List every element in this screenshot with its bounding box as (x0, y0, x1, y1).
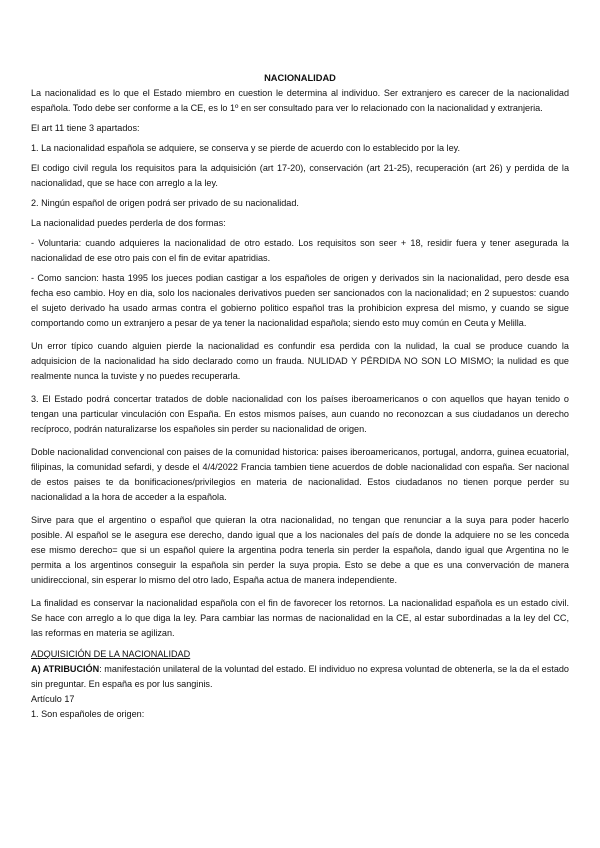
paragraph-sancion: - Como sancion: hasta 1995 los jueces podian castigar a los españoles de origen y derivados sin la nacionalidad, pero desde esa fecha eso cambio. Hoy en dia, solo los nacionales derivativos pueden ser sancionados con la nacionalidad; en 2 supuestos: cuando el sujeto derivado ha usado armas contra el gobierno politico español tras la prohibicion expresa del mismo, y cuando se sigue comportando como un extranjero a pesar de ya tener la nacionalidad española; siendo esto muy común en Ceuta y Melilla. (31, 273, 569, 328)
paragraph-argentino: Sirve para que el argentino o español que quieran la otra nacionalidad, no tengan que renunciar a la suya para poder hacerlo posible. Al español se le asegura ese derecho, dando igual que a los nacionales del país de donde la adquiere no se les conceda ese mismo derecho= que si un español quiere la argentina podra tenerla sin perder la española, dando igual que Argentina no le permita a los argentinos conseguir la española sin perder la suya propia. Esto se debe a que es una convervación de manera unidireccional, sin esperar lo mismo del otro lado, España actua de manera independiente. (31, 515, 569, 585)
page-title: NACIONALIDAD (264, 73, 336, 83)
paragraph-point-3: 3. El Estado podrá concertar tratados de doble nacionalidad con los países iberoamericanos o con aquellos que hayan tenido o tengan una particular vinculación con España. En estos mismos países, aun cuando no reconozcan a sus ciudadanos un derecho recíproco, podrán naturalizarse los españoles sin perder su nacionalidad de origen. (31, 394, 569, 434)
paragraph-espanoles-origen: 1. Son españoles de origen: (31, 709, 145, 719)
paragraph-point-1: 1. La nacionalidad española se adquiere, se conserva y se pierde de acuerdo con lo establecido por la ley. (31, 143, 461, 153)
paragraph-voluntaria: - Voluntaria: cuando adquieres la nacionalidad de otro estado. Los requisitos son seer + 18, residir fuera y tener asegurada la nacionalidad de ese otro pais con el fin de evitar apatridias. (31, 238, 569, 263)
paragraph-two-ways: La nacionalidad puedes perderla de dos formas: (31, 218, 226, 228)
paragraph-art11: El art 11 tiene 3 apartados: (31, 123, 140, 133)
paragraph-intro: La nacionalidad es lo que el Estado miembro en cuestion le determina al individuo. Ser extranjero es carecer de la nacionalidad española. Todo debe ser conforme a la CE, es lo 1º en ser consultado para ver lo relacionado con la nacionalidad y extranjeria. (31, 88, 569, 113)
atribucion-text: : manifestación unilateral de la voluntad del estado. El individuo no expresa voluntad de obtenerla, se la da el estado sin preguntar. En españa es por lus sanginis. (31, 664, 569, 689)
paragraph-codigo-civil: El codigo civil regula los requisitos para la adquisición (art 17-20), conservación (art 21-25), recuperación (art 26) y perdida de la nacionalidad, que se hace con arreglo a la ley. (31, 163, 569, 188)
paragraph-finalidad: La finalidad es conservar la nacionalidad española con el fin de favorecer los retornos. La nacionalidad española es un estado civil. Se hace con arreglo a lo que diga la ley. Para cambiar las normas de nacionalidad en la CE, al estar subordinadas a la ley del CC, las reformas en materia se agilizan. (31, 598, 569, 638)
nulidad-text-a: Un error típico cuando alguien pierde la nacionalidad es confundir esa perdida con la nulidad, la cual se produce cuando la adquisicion de la nacionalidad ha sido declarado como un frauda. (31, 341, 569, 366)
paragraph-nulidad (31, 339, 569, 384)
paragraph-atribucion (31, 662, 569, 692)
atribucion-label: A) ATRIBUCIÓN (31, 664, 100, 674)
paragraph-doble-nacionalidad: Doble nacionalidad convencional con paises de la comunidad historica: paises iberoamericanos, portugal, andorra, guinea ecuatorial, filipinas, la comunidad sefardi, y desde el 4/4/2022 Francia tambien tiene acuerdos de doble nacionalidad con españa. Ser nacional de estos paises te da bonificaciones/privilegios en materia de nacionalidad. Estos ciudadanos no tienen porque perder su nacionalidad a la hora de acceder a la española. (31, 447, 569, 502)
document-body (31, 71, 569, 722)
section-heading-adquisicion: ADQUISICIÓN DE LA NACIONALIDAD (31, 649, 191, 659)
nulidad-text-c: ; la nulidad es que realmente nunca la tuviste y no puedes recuperarla. (31, 356, 569, 381)
paragraph-articulo-17: Artículo 17 (31, 694, 75, 704)
paragraph-point-2: 2. Ningún español de origen podrá ser privado de su nacionalidad. (31, 198, 299, 208)
nulidad-caps: NULIDAD Y PÉRDIDA NO SON LO MISMO (307, 356, 492, 366)
